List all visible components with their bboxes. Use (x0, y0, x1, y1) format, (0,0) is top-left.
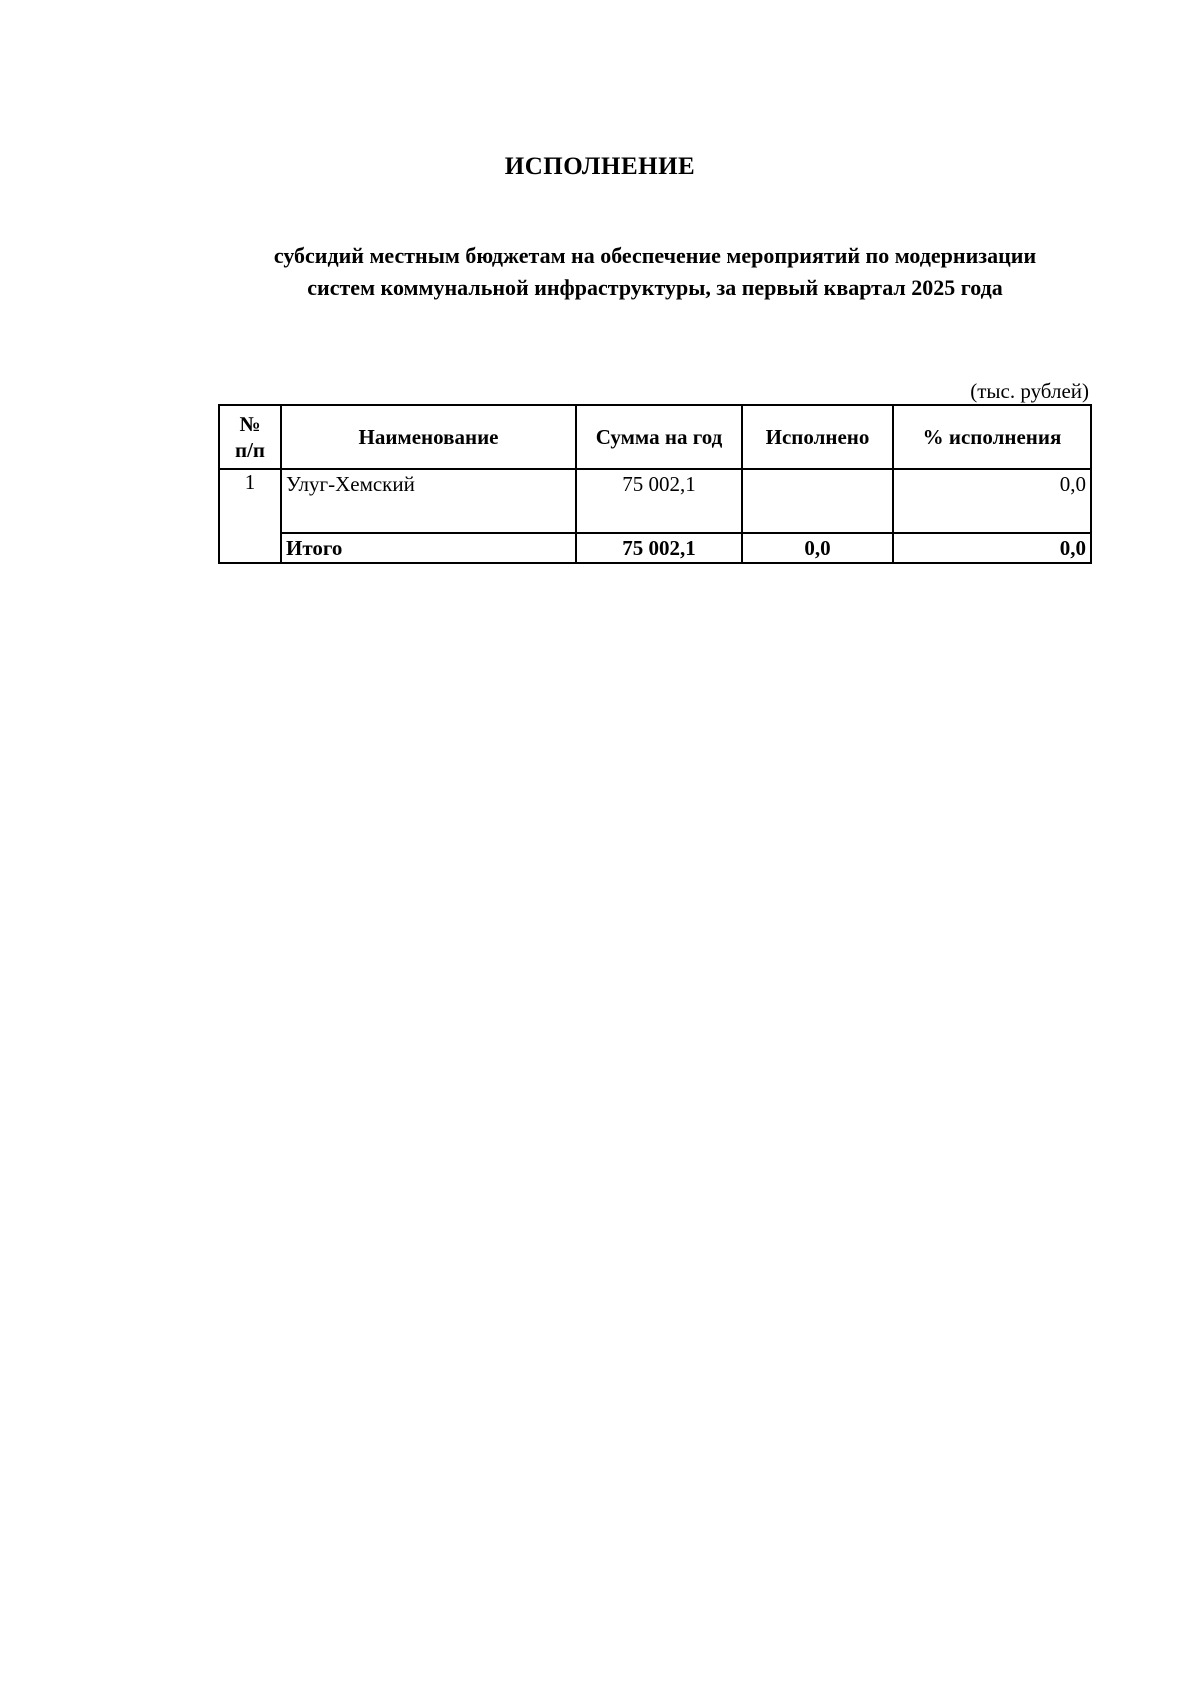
header-sum: Сумма на год (576, 405, 742, 469)
total-name: Итого (281, 533, 576, 563)
header-num-abbr: п/п (234, 438, 266, 462)
row-sum: 75 002,1 (576, 469, 742, 533)
row-done (742, 469, 893, 533)
document-subtitle (220, 240, 1090, 304)
table-row (219, 469, 1091, 533)
header-pct: % исполнения (893, 405, 1091, 469)
header-done: Исполнено (742, 405, 893, 469)
row-name: Улуг-Хемский (281, 469, 576, 533)
execution-table (218, 404, 1092, 564)
total-row (219, 533, 1091, 563)
table-header-row (219, 405, 1091, 469)
subtitle-line-2: систем коммунальной инфраструктуры, за первый квартал 2025 года (307, 275, 1003, 300)
total-pct: 0,0 (893, 533, 1091, 563)
row-pct: 0,0 (893, 469, 1091, 533)
row-num: 1 (219, 469, 281, 563)
total-sum: 75 002,1 (576, 533, 742, 563)
document-title: ИСПОЛНЕНИЕ (504, 153, 696, 180)
units-label: (тыс. рублей) (970, 379, 1089, 403)
header-num (219, 405, 281, 469)
header-num-symbol: № (239, 412, 261, 436)
total-done: 0,0 (742, 533, 893, 563)
header-name: Наименование (281, 405, 576, 469)
subtitle-line-1: субсидий местным бюджетам на обеспечение мероприятий по модернизации (273, 243, 1037, 268)
